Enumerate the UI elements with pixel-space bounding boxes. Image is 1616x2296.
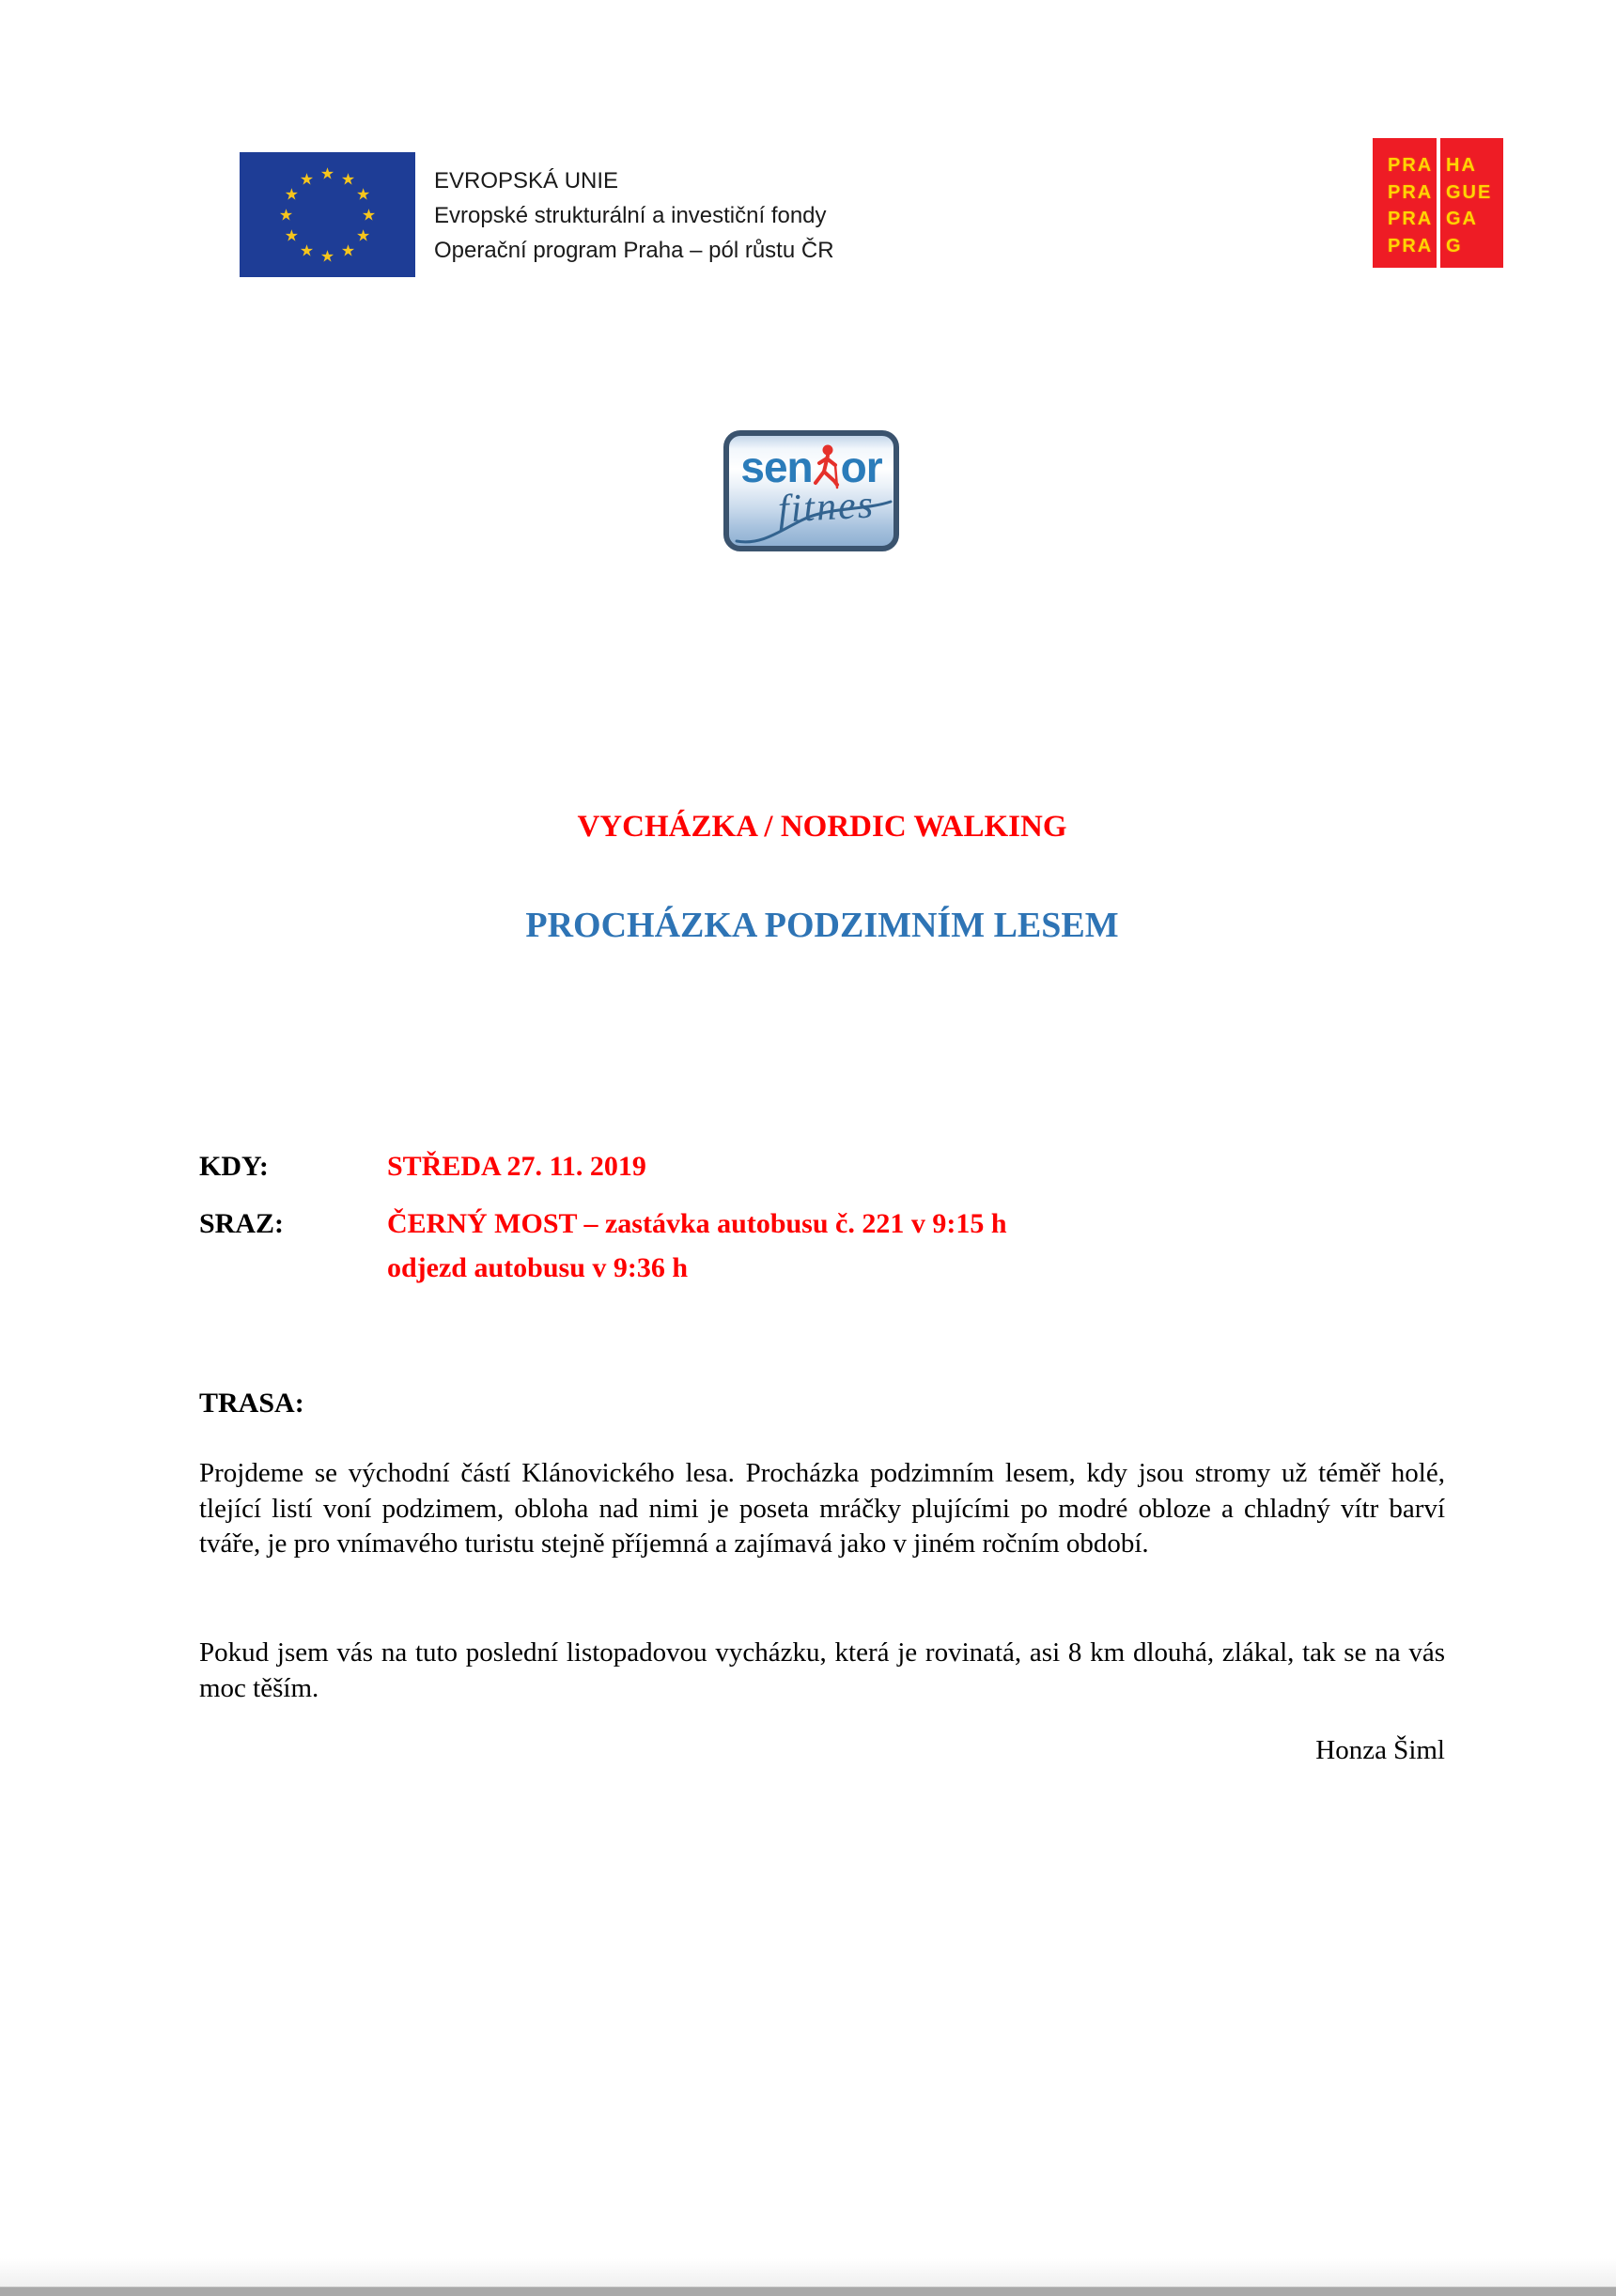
event-type-heading: VYCHÁZKA / NORDIC WALKING (577, 810, 1067, 844)
signature: Honza Šiml (1315, 1735, 1445, 1765)
svg-text:★: ★ (299, 241, 315, 261)
schedule-label-kdy: KDY: (199, 1151, 269, 1182)
schedule-label-sraz: SRAZ: (199, 1208, 285, 1239)
eu-subtitle-funds: Evropské strukturální a investiční fondy (434, 203, 827, 228)
schedule-value-sraz-line1: ČERNÝ MOST – zastávka autobusu č. 221 v 9:15 h (387, 1208, 1007, 1239)
prague-row: G (1446, 235, 1463, 256)
prague-row: PRA (1388, 235, 1434, 256)
senior-logo-text-sen: sen (740, 442, 813, 491)
svg-text:★: ★ (355, 226, 371, 246)
prague-logo-left-column (1373, 138, 1437, 268)
prague-logo-right-column (1440, 138, 1503, 268)
svg-text:★: ★ (278, 206, 294, 225)
svg-text:★: ★ (319, 247, 335, 267)
prague-row: HA (1446, 155, 1477, 176)
svg-text:★: ★ (299, 170, 315, 190)
prague-row: GA (1446, 209, 1478, 229)
prague-row: PRA (1388, 209, 1434, 229)
eu-title: EVROPSKÁ UNIE (434, 168, 619, 194)
eu-funding-text (434, 163, 834, 268)
schedule-value-kdy: STŘEDA 27. 11. 2019 (387, 1151, 646, 1182)
schedule-value-sraz-line2: odjezd autobusu v 9:36 h (387, 1252, 689, 1283)
svg-text:★: ★ (340, 241, 356, 261)
senior-logo-script: fitnes (776, 483, 877, 532)
svg-text:★: ★ (340, 170, 356, 190)
svg-text:★: ★ (361, 206, 377, 225)
prague-row: GUE (1446, 181, 1493, 203)
eu-flag-icon (240, 152, 415, 277)
eu-funding-block (240, 152, 834, 277)
prague-city-logo (1373, 138, 1503, 268)
route-paragraph-1: Projdeme se východní částí Klánovického lesa. Procházka podzimním lesem, kdy jsou stromy už téměř holé, tlející listí voní podzimem, obloha nad nimi je poseta mráčky plujícími po modré obloze a chladný vítr barví tváře, je pro vnímavého turistu stejně příjemná a zajímavá jako v jiném ročním období. (199, 1458, 1445, 1559)
route-heading: TRASA: (199, 1388, 304, 1419)
page-bottom-edge (0, 2287, 1616, 2296)
senior-fitnes-logo (723, 430, 899, 551)
route-paragraph-2: Pokud jsem vás na tuto poslední listopadovou vycházku, která je rovinatá, asi 8 km dlouhá, zlákal, tak se na vás moc těším. (199, 1637, 1445, 1703)
schedule-value-sraz (387, 1202, 1007, 1290)
svg-text:★: ★ (284, 185, 300, 205)
svg-text:★: ★ (284, 226, 300, 246)
svg-text:★: ★ (355, 185, 371, 205)
page-bottom-fade (0, 2258, 1616, 2296)
eu-subtitle-program: Operační program Praha – pól růstu ČR (434, 238, 834, 263)
prague-row: PRA (1388, 155, 1434, 176)
senior-logo-text-or: or (840, 442, 882, 491)
prague-row: PRA (1388, 181, 1434, 203)
svg-text:★: ★ (319, 164, 335, 184)
event-title-heading: PROCHÁZKA PODZIMNÍM LESEM (525, 906, 1119, 945)
